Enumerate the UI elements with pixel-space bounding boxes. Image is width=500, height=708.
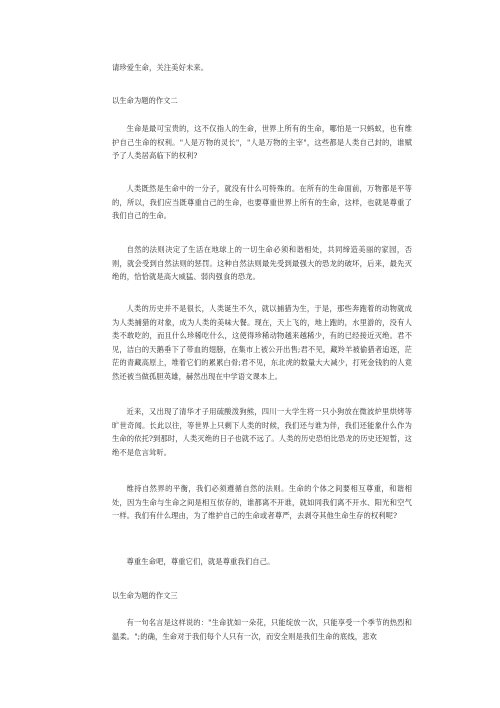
essay-two-paragraph: 人类既然是生命中的一分子，就没有什么可特殊的。在所有的生命面前，万物都是平等的，所以，我们应当既尊重自己的生命，也要尊重世界上所有的生命，这样，也就是尊重了我们自己的生命。 [112, 184, 412, 220]
closing-line: 请珍爱生命，关注美好未来。 [112, 63, 209, 72]
essay-three-paragraph: 有一句名言是这样说的："生命犹如一朵花，只能绽放一次，只能享受一个季节的热烈和温柔。";的确，生命对于我们每个人只有一次，而安全则是我们生命的底线，悲欢 [112, 618, 412, 641]
essay-two-paragraph: 生命是最可宝贵的，这不仅指人的生命，世界上所有的生命，哪怕是一只蚂蚁，也有维护自己生命的权利。"人是万物的灵长"，"人是万物的主宰"，这些都是人类自己封的，谁赋予了人类居高临下的权利? [112, 124, 412, 160]
essay-three-title: 以生命为题的作文三 [112, 591, 178, 600]
essay-two-paragraph: 近来，又出现了清华才子用硫酸泼狗熊，四川一大学生将一只小狗放在微波炉里烘烤等旷世奇闻。长此以往，等世界上只剩下人类的时候，我们还与谁为伴，我们还能象什么作为生命的依托?到那时，人类灭绝的日子也就不远了。人类的历史恐怕比恐龙的历史还短暂，这绝不是危言耸听。 [112, 407, 412, 457]
essay-two-paragraph: 人类的历史并不是很长，人类诞生不久，就以捕猎为生，于是，那些奔跑着的动物就成为人类捕猎的对象，成为人类的美味大餐。现在，天上飞的，地上跑的，水里游的，没有人类不敢吃的，而且什么珍稀吃什么，这使得珍稀动物越来越稀少，有的已经接近灭绝。君不见，洁白的天鹅垂下了带血的翅膀，在集市上被公开出售;君不见，藏羚羊被偷猎者追逐，茫茫的青藏高原上，堆着它们的累累白骨;君不见，东北虎的数量大大减少，打死金钱豹的人竟然还被当做孤胆英雄，赫然出现在中学语文课本上。 [112, 304, 412, 381]
essay-two-paragraph: 自然的法则决定了生活在地球上的一切生命必须和谐相处，共同缔造美丽的家园，否则，就会受到自然法则的惩罚。这种自然法则最先受到最强大的恐龙的破坏，后来，最先灭绝的，恰恰就是高大威猛、弱肉强食的恐龙。 [112, 245, 412, 281]
essay-two-paragraph: 尊重生命吧，尊重它们，就是尊重我们自己。 [126, 557, 275, 566]
essay-two-paragraph: 维持自然界的平衡，我们必须遵循自然的法则。生命的个体之间要相互尊重，和谐相处，因为生命与生命之间是相互依存的，谁都离不开谁，就如同我们离不开水、阳光和空气一样。我们有什么理由，为了维护自己的生命或者尊严，去剥夺其他生命生存的权利呢? [112, 484, 412, 520]
essay-two-title: 以生命为题的作文二 [112, 96, 178, 105]
